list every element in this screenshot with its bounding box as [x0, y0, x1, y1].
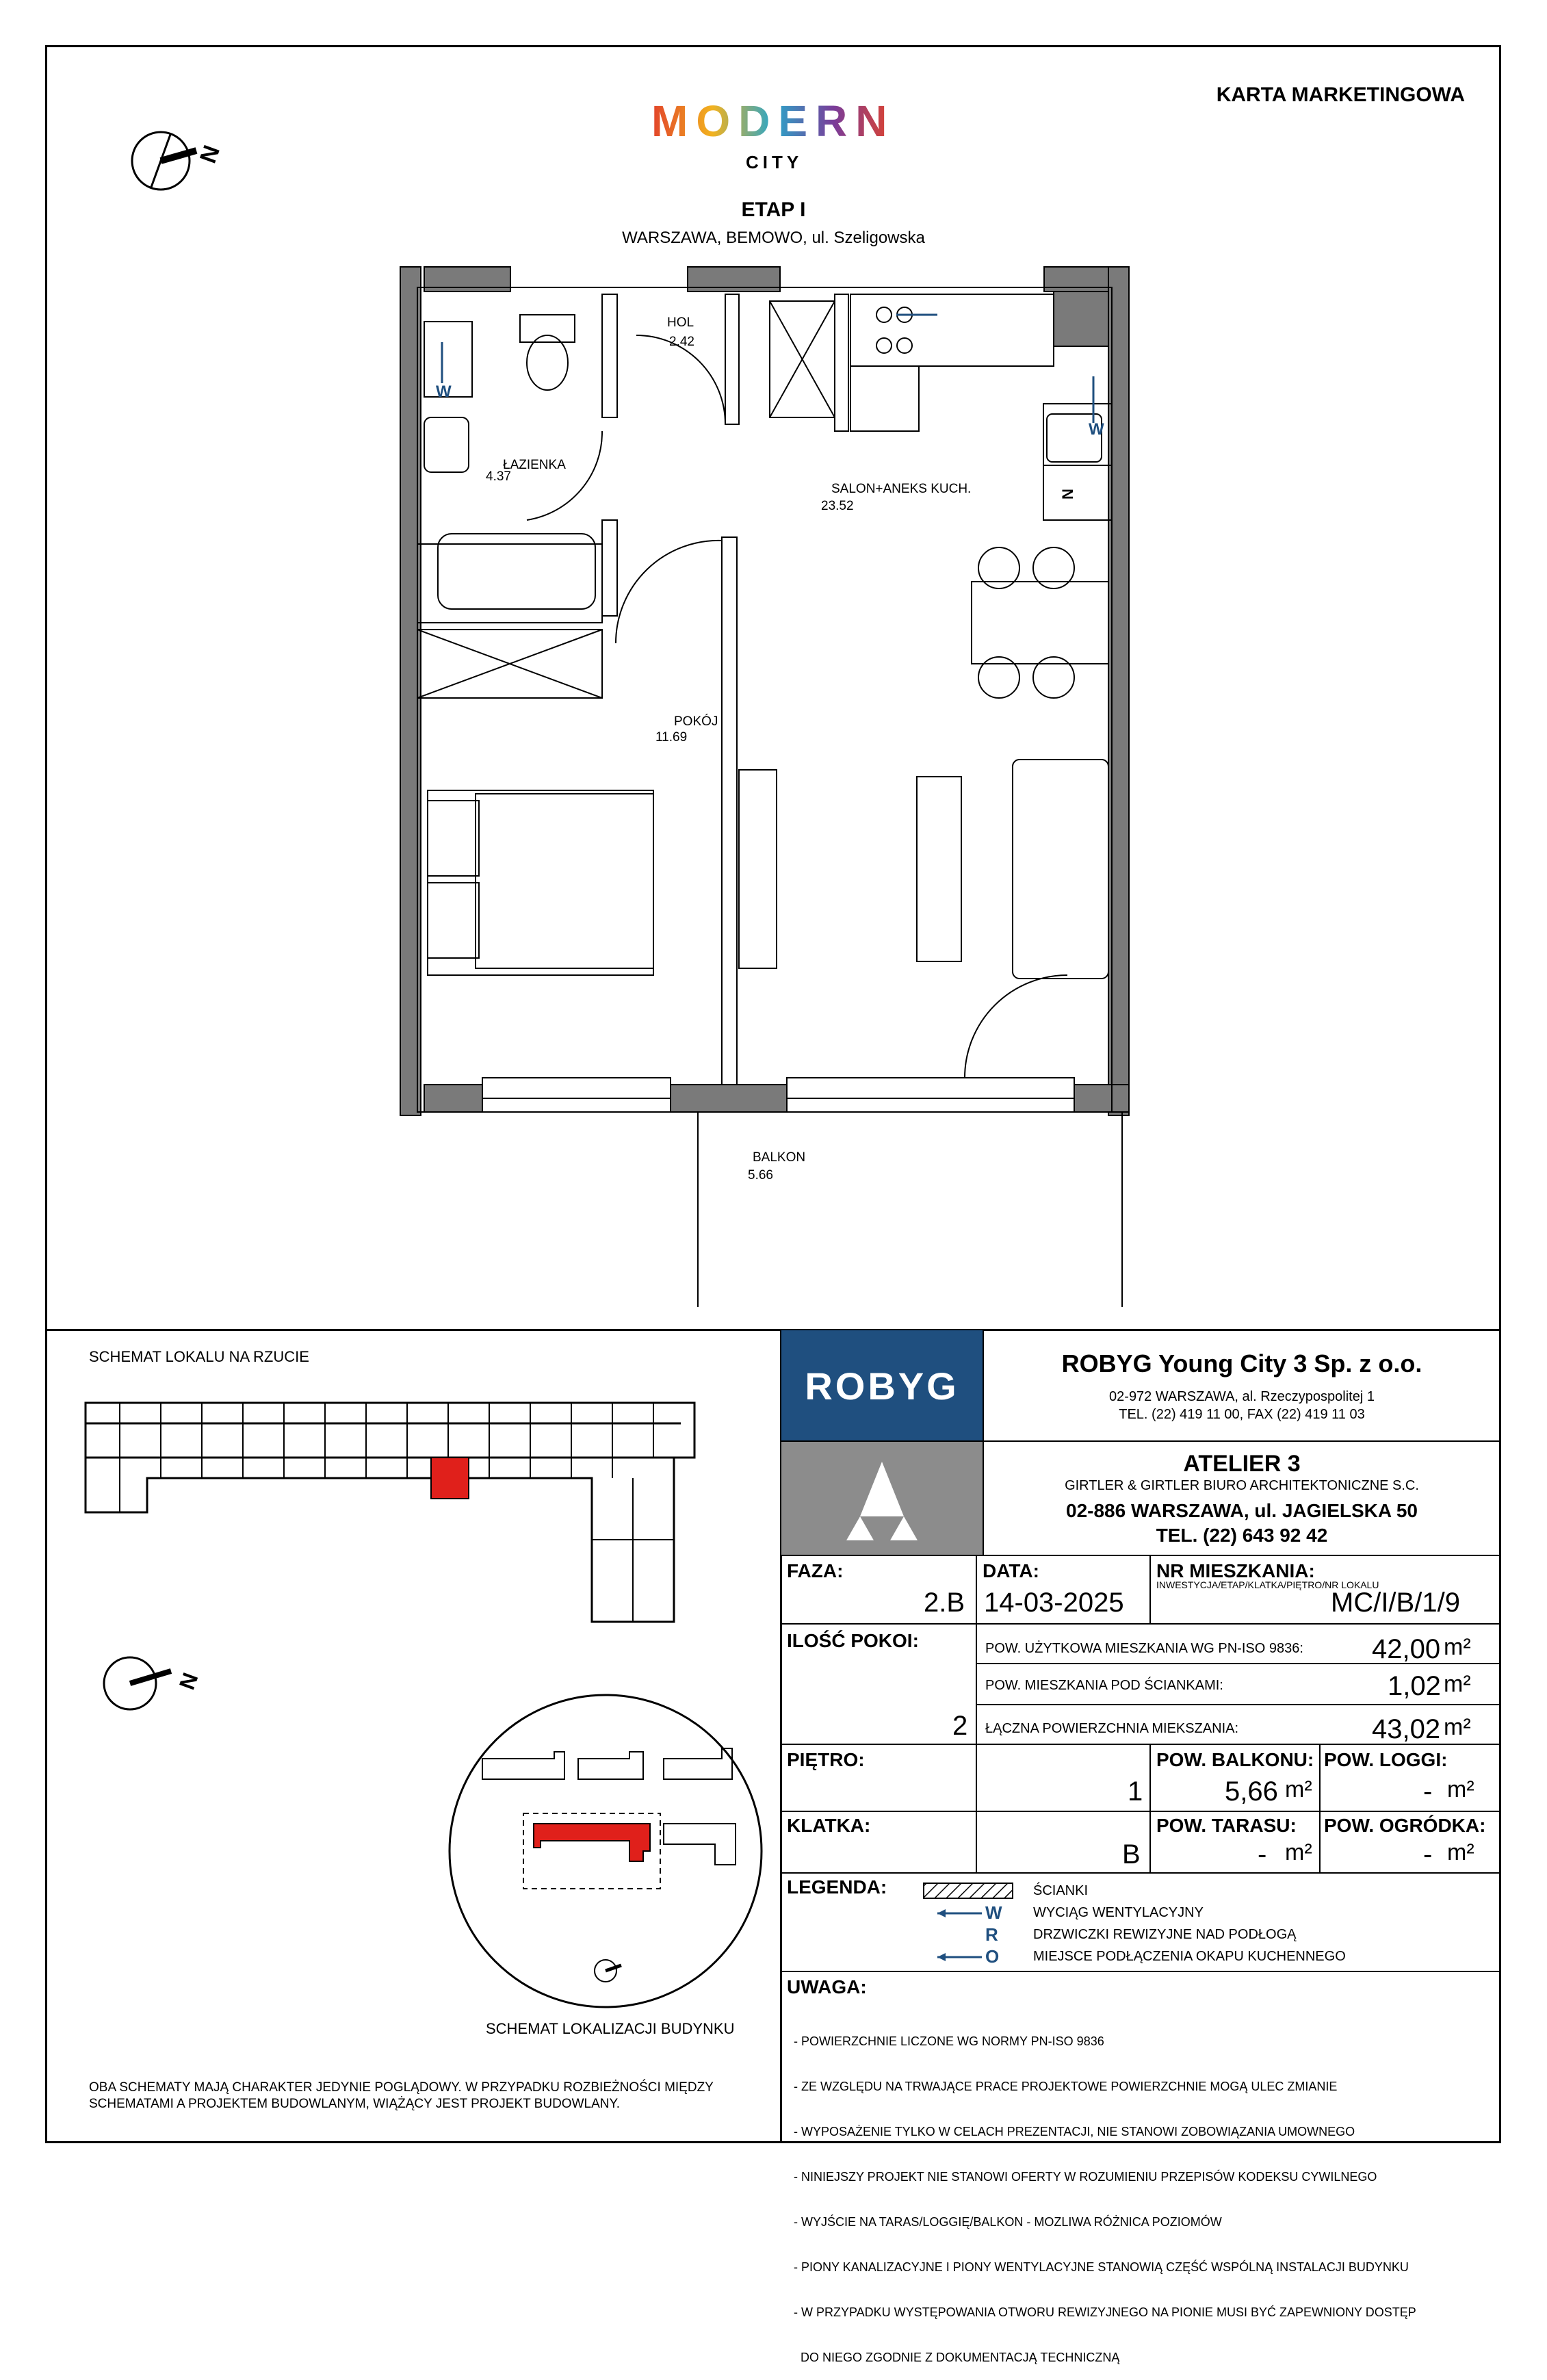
pietro-label: PIĘTRO: — [787, 1749, 865, 1770]
svg-text:N: N — [174, 1669, 203, 1693]
pokoje-label: ILOŚĆ POKOI: — [787, 1630, 919, 1651]
company-name: ROBYG Young City 3 Sp. z o.o. — [1061, 1349, 1422, 1377]
logo-modern: MODERN — [651, 96, 896, 146]
robyg-logo: ROBYG — [781, 1330, 983, 1441]
note-line: DO NIEGO ZGODNIE Z DOKUMENTACJĄ TECHNICZNĄ — [794, 2351, 1120, 2364]
svg-text:W: W — [985, 1902, 1002, 1923]
room-name-salon: SALON+ANEKS KUCH. — [831, 482, 972, 496]
north-mark-floor: N — [1059, 489, 1076, 500]
vent-marker-bath: W — [436, 383, 452, 401]
disclaimer-line2: SCHEMATAMI A PROJEKTEM BUDOWLANYM, WIĄŻĄCY JEST PROJEKT BUDOWLANY. — [89, 2097, 620, 2111]
unit-7: m² — [1447, 1839, 1474, 1865]
pow-scianki-label: POW. MIESZKANIA POD ŚCIANKAMI: — [985, 1678, 1223, 1693]
location-schema-title: SCHEMAT LOKALIZACJI BUDYNKU — [486, 2020, 735, 2037]
unit-2: m² — [1444, 1671, 1471, 1697]
floor-schema — [79, 1382, 708, 1656]
pow-laczna-value: 43,02 — [1372, 1714, 1441, 1744]
legend-item-4: MIEJSCE PODŁĄCZENIA OKAPU KUCHENNEGO — [1033, 1949, 1346, 1964]
nr-sublabel: INWESTYCJA/ETAP/KLATKA/PIĘTRO/NR LOKALU — [1156, 1579, 1379, 1590]
architect-phone: TEL. (22) 643 92 42 — [1156, 1525, 1328, 1546]
room-name-hol: HOL — [667, 315, 694, 330]
pokoje-value: 2 — [952, 1711, 968, 1741]
klatka-label: KLATKA: — [787, 1815, 871, 1836]
room-area-lazienka: 4.37 — [486, 469, 511, 484]
note-line: - W PRZYPADKU WYSTĘPOWANIA OTWORU REWIZYJNEGO NA PIONIE MUSI BYĆ ZAPEWNIONY DOSTĘP — [794, 2305, 1416, 2319]
note-line: - WYPOSAŻENIE TYLKO W CELACH PREZENTACJI, NIE STANOWI ZOBOWIĄZANIA UMOWNEGO — [794, 2125, 1355, 2138]
taras-label: POW. TARASU: — [1156, 1815, 1297, 1836]
note-line: - NINIEJSZY PROJEKT NIE STANOWI OFERTY W ROZUMIENIU PRZEPISÓW KODEKSU CYWILNEGO — [794, 2170, 1377, 2184]
location-schema — [445, 1690, 766, 2012]
architect-address: 02-886 WARSZAWA, ul. JAGIELSKA 50 — [1066, 1500, 1418, 1521]
unit-1: m² — [1444, 1634, 1471, 1660]
stage-title: ETAP I — [741, 198, 806, 221]
vent-marker-kitchen: W — [1089, 420, 1104, 439]
svg-text:O: O — [985, 1946, 1000, 1967]
disclaimer-line1: OBA SCHEMATY MAJĄ CHARAKTER JEDYNIE POGLĄDOWY. W PRZYPADKU ROZBIEŻNOŚCI MIĘDZY — [89, 2080, 714, 2095]
legend-item-3: DRZWICZKI REWIZYJNE NAD PODŁOGĄ — [1033, 1927, 1297, 1942]
pow-scianki-value: 1,02 — [1388, 1671, 1441, 1701]
note-line: - PIONY KANALIZACYJNE I PIONY WENTYLACYJNE STANOWIĄ CZĘŚĆ WSPÓLNĄ INSTALACJI BUDYNKU — [794, 2260, 1409, 2274]
nr-label: NR MIESZKANIA: — [1156, 1560, 1315, 1581]
unit-6: m² — [1285, 1839, 1312, 1865]
pow-laczna-label: ŁĄCZNA POWIERZCHNIA MIEKSZANIA: — [985, 1721, 1239, 1736]
room-area-hol: 2.42 — [669, 335, 694, 349]
room-name-balkon: BALKON — [753, 1150, 806, 1165]
floor-plan — [397, 260, 1163, 1307]
company-address: 02-972 WARSZAWA, al. Rzeczypospolitej 1 — [1109, 1389, 1375, 1404]
pow-uzytkowa-value: 42,00 — [1372, 1634, 1441, 1664]
faza-label: FAZA: — [787, 1560, 844, 1581]
note-line: - WYJŚCIE NA TARAS/LOGGIĘ/BALKON - MOZLIWA RÓŻNICA POZIOMÓW — [794, 2215, 1222, 2229]
pietro-value: 1 — [1128, 1776, 1143, 1807]
faza-value: 2.B — [924, 1588, 965, 1618]
data-value: 14-03-2025 — [984, 1588, 1124, 1618]
room-name-lazienka: ŁAZIENKA — [503, 458, 566, 472]
ogrodek-value: - — [1423, 1839, 1433, 1870]
unit-3: m² — [1444, 1714, 1471, 1740]
partition-hatch-icon — [924, 1883, 1013, 1898]
note-line: - ZE WZGLĘDU NA TRWAJĄCE PRACE PROJEKTOWE POWIERZCHNIE MOGĄ ULEC ZMIANIE — [794, 2080, 1338, 2093]
loggia-value: - — [1423, 1776, 1433, 1807]
notes-list — [794, 2004, 1416, 2380]
data-label: DATA: — [983, 1560, 1039, 1581]
room-area-salon: 23.52 — [821, 499, 854, 513]
company-phone: TEL. (22) 419 11 00, FAX (22) 419 11 03 — [1119, 1407, 1365, 1422]
logo-city: CITY — [746, 152, 803, 172]
legend-symbols — [917, 1880, 1019, 1969]
unit-5: m² — [1447, 1776, 1474, 1802]
room-area-balkon: 5.66 — [748, 1168, 773, 1182]
card-title: KARTA MARKETINGOWA — [1216, 83, 1465, 106]
unit-4: m² — [1285, 1776, 1312, 1802]
room-name-pokoj: POKÓJ — [674, 714, 718, 729]
note-line: - POWIERZCHNIE LICZONE WG NORMY PN-ISO 9836 — [794, 2034, 1104, 2048]
nr-value: MC/I/B/1/9 — [1331, 1588, 1460, 1618]
architect-subtitle: GIRTLER & GIRTLER BIURO ARCHITEKTONICZNE S.C. — [1065, 1478, 1419, 1493]
north-arrow-icon — [120, 123, 250, 205]
svg-text:N: N — [194, 142, 226, 167]
schema-title: SCHEMAT LOKALU NA RZUCIE — [89, 1348, 309, 1365]
north-arrow-schema-icon — [89, 1642, 239, 1731]
legend-item-1: ŚCIANKI — [1033, 1883, 1089, 1898]
notes-title: UWAGA: — [787, 1976, 867, 1997]
taras-value: - — [1258, 1839, 1267, 1870]
ogrodek-label: POW. OGRÓDKA: — [1324, 1815, 1486, 1836]
pow-uzytkowa-label: POW. UŻYTKOWA MIESZKANIA WG PN-ISO 9836: — [985, 1641, 1303, 1656]
atelier-logo — [781, 1441, 983, 1555]
klatka-value: B — [1122, 1839, 1141, 1870]
legend-title: LEGENDA: — [787, 1876, 887, 1898]
balkon-label: POW. BALKONU: — [1156, 1749, 1314, 1770]
loggia-label: POW. LOGGI: — [1324, 1749, 1448, 1770]
room-area-pokoj: 11.69 — [655, 730, 688, 745]
balkon-value: 5,66 — [1225, 1776, 1278, 1807]
architect-name: ATELIER 3 — [1183, 1451, 1301, 1477]
svg-text:R: R — [985, 1924, 998, 1945]
legend-item-2: WYCIĄG WENTYLACYJNY — [1033, 1905, 1204, 1920]
project-address: WARSZAWA, BEMOWO, ul. Szeligowska — [622, 229, 925, 247]
